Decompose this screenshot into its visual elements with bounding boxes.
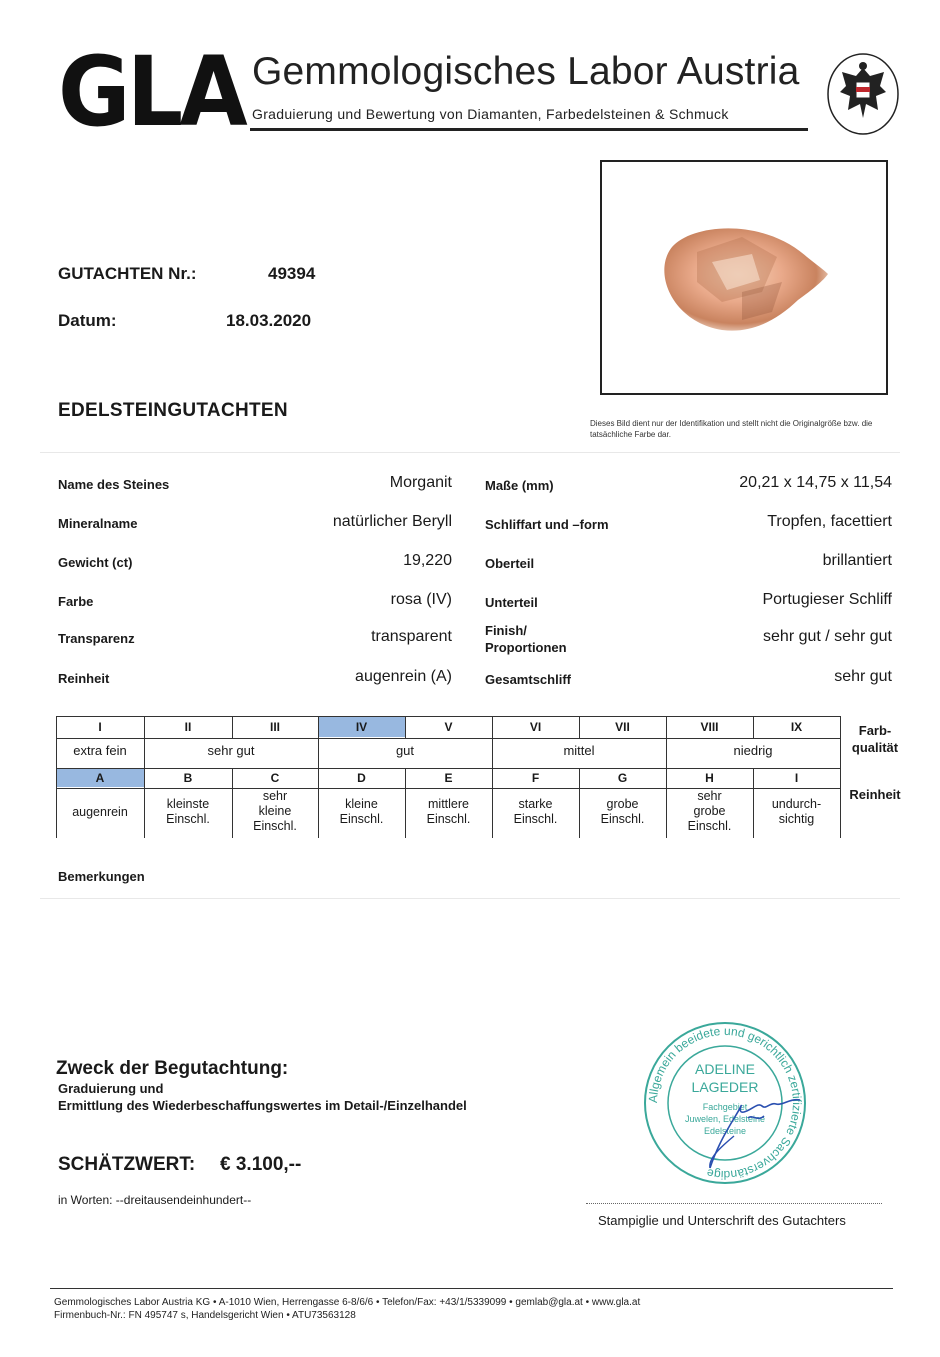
color-quality-group: extra fein	[73, 743, 127, 758]
color-grade: V	[444, 720, 453, 734]
grid-line	[579, 768, 580, 838]
grid-line	[56, 738, 840, 739]
signature-caption: Stampiglie und Unterschrift des Gutachters	[598, 1213, 846, 1228]
clarity-grade: E	[444, 771, 453, 785]
clarity-description: mittlere Einschl.	[426, 797, 471, 826]
clarity-grade: F	[531, 771, 540, 785]
property-value: Tropfen, facettiert	[767, 513, 892, 530]
valuation-label: SCHÄTZWERT:	[58, 1154, 196, 1175]
property-label: Gewicht (ct)	[58, 555, 133, 570]
color-quality-group: sehr gut	[207, 743, 255, 758]
color-grade: III	[269, 720, 280, 734]
color-grade: I	[98, 720, 102, 734]
property-value: augenrein (A)	[355, 668, 452, 685]
divider	[40, 898, 900, 899]
purpose-title: Zweck der Begutachtung:	[56, 1058, 289, 1079]
property-label: Finish/ Proportionen	[485, 623, 567, 655]
property-value: sehr gut / sehr gut	[763, 628, 892, 645]
report-number: 49394	[268, 264, 316, 283]
signature-line	[586, 1203, 882, 1204]
lab-name: Gemmologisches Labor Austria	[252, 50, 800, 93]
austrian-eagle-crest-icon	[826, 52, 900, 136]
grid-line	[666, 768, 667, 838]
gla-logo: GLA	[58, 36, 245, 148]
date-label: Datum:	[58, 311, 117, 330]
grid-line	[56, 768, 840, 769]
grid-line	[840, 738, 841, 768]
grid-line	[753, 716, 754, 738]
property-label: Name des Steines	[58, 477, 170, 492]
property-value: natürlicher Beryll	[332, 513, 452, 530]
stamp-name-2: LAGEDER	[691, 1079, 759, 1095]
grid-line	[56, 788, 840, 789]
section-title: EDELSTEINGUTACHTEN	[58, 400, 288, 421]
clarity-description: sehr kleine Einschl.	[253, 789, 297, 833]
stamp-line4: Juwelen, Edelsteine	[684, 1114, 766, 1124]
footer-address: Gemmologisches Labor Austria KG • A-1010 Wien, Herrengasse 6-8/6/6 • Telefon/Fax: +43/1/5339099 • gemlab@gla.at • www.gla.at	[54, 1297, 641, 1308]
valuation-amount: € 3.100,--	[220, 1154, 302, 1175]
clarity-description: grobe Einschl.	[600, 797, 645, 826]
color-grade: IV	[355, 720, 368, 734]
property-label: Oberteil	[485, 556, 535, 571]
clarity-description: kleinste Einschl.	[166, 797, 210, 826]
color-quality-group: gut	[395, 743, 415, 758]
grid-line	[232, 716, 233, 738]
header-rule	[250, 128, 808, 131]
remarks-label: Bemerkungen	[58, 869, 145, 884]
grid-line	[232, 768, 233, 838]
grid-line	[318, 716, 319, 738]
property-label: Schliffart und –form	[485, 517, 609, 532]
property-label: Maße (mm)	[485, 478, 554, 493]
stamp-ring-text: Allgemein beeidete und gerichtlich zertifizierte Sachverständige	[645, 1023, 805, 1183]
grid-line	[666, 716, 667, 738]
color-grade: VIII	[700, 720, 719, 734]
color-grade: II	[184, 720, 192, 734]
property-value: 20,21 x 14,75 x 11,54	[739, 474, 892, 491]
clarity-grade: A	[95, 771, 105, 785]
property-value: Portugieser Schliff	[762, 591, 892, 608]
clarity-grade: D	[357, 771, 366, 785]
stamp-line5: Edelsteine	[703, 1126, 747, 1136]
report-number-label: GUTACHTEN Nr.:	[58, 264, 197, 283]
grid-line	[144, 716, 145, 738]
color-quality-group: niedrig	[733, 743, 773, 758]
color-quality-group: mittel	[563, 743, 595, 758]
grid-line	[492, 768, 493, 838]
property-label: Reinheit	[58, 671, 110, 686]
color-quality-label: Farb- qualität	[851, 723, 899, 755]
valuation-in-words: in Worten: --dreitausendeinhundert--	[58, 1193, 252, 1207]
grid-line	[56, 716, 57, 738]
clarity-description: kleine Einschl.	[339, 797, 384, 826]
grid-line	[56, 738, 57, 768]
grid-line	[56, 716, 840, 717]
gemstone-image	[602, 162, 886, 393]
clarity-description: undurch- sichtig	[771, 797, 822, 826]
grid-line	[56, 768, 57, 838]
clarity-grade: B	[183, 771, 193, 785]
grid-line	[492, 716, 493, 738]
property-label: Farbe	[58, 594, 94, 609]
property-value: brillantiert	[822, 552, 892, 569]
stamp-line3: Fachgebiet	[702, 1102, 748, 1112]
gemstone-photo-frame	[600, 160, 888, 395]
grid-line	[405, 768, 406, 838]
grid-line	[666, 738, 667, 768]
purpose-line1: Graduierung und	[58, 1081, 164, 1096]
grid-line	[405, 716, 406, 738]
clarity-grade: I	[794, 771, 799, 785]
color-grade: VI	[529, 720, 542, 734]
clarity-description: starke Einschl.	[513, 797, 558, 826]
property-label: Unterteil	[485, 595, 538, 610]
grid-line	[579, 716, 580, 738]
color-grade: IX	[790, 720, 803, 734]
grid-line	[492, 738, 493, 768]
grid-line	[753, 768, 754, 838]
clarity-description: sehr grobe Einschl.	[687, 789, 732, 833]
property-value: Morganit	[389, 474, 452, 491]
stamp-name-1: ADELINE	[695, 1061, 755, 1077]
color-grade: VII	[615, 720, 630, 734]
grid-line	[840, 716, 841, 738]
property-label: Mineralname	[58, 516, 138, 531]
photo-caption: Dieses Bild dient nur der Identifikation und stellt nicht die Originalgröße bzw. die tatsächliche Farbe dar.	[590, 419, 873, 439]
report-date: 18.03.2020	[226, 311, 312, 330]
footer-rule	[50, 1288, 893, 1289]
certification-stamp	[640, 1018, 810, 1188]
lab-subtitle: Graduierung und Bewertung von Diamanten, Farbedelsteinen & Schmuck	[252, 106, 729, 122]
clarity-grade: H	[705, 771, 714, 785]
grid-line	[144, 768, 145, 838]
grid-line	[318, 738, 319, 768]
clarity-description: augenrein	[72, 805, 128, 819]
grid-line	[144, 738, 145, 768]
divider	[40, 452, 900, 453]
property-label: Transparenz	[58, 631, 135, 646]
grid-line	[840, 768, 841, 838]
grid-line	[318, 768, 319, 838]
clarity-label: Reinheit	[849, 787, 901, 802]
property-value: transparent	[371, 628, 452, 645]
footer-registry: Firmenbuch-Nr.: FN 495747 s, Handelsgericht Wien • ATU73563128	[54, 1310, 356, 1321]
clarity-grade: G	[617, 771, 628, 785]
property-value: 19,220	[403, 552, 452, 569]
clarity-grade: C	[270, 771, 280, 785]
property-label: Gesamtschliff	[485, 672, 571, 687]
purpose-line2: Ermittlung des Wiederbeschaffungswertes im Detail-/Einzelhandel	[58, 1098, 467, 1113]
property-value: rosa (IV)	[390, 591, 452, 608]
property-value: sehr gut	[834, 668, 892, 685]
